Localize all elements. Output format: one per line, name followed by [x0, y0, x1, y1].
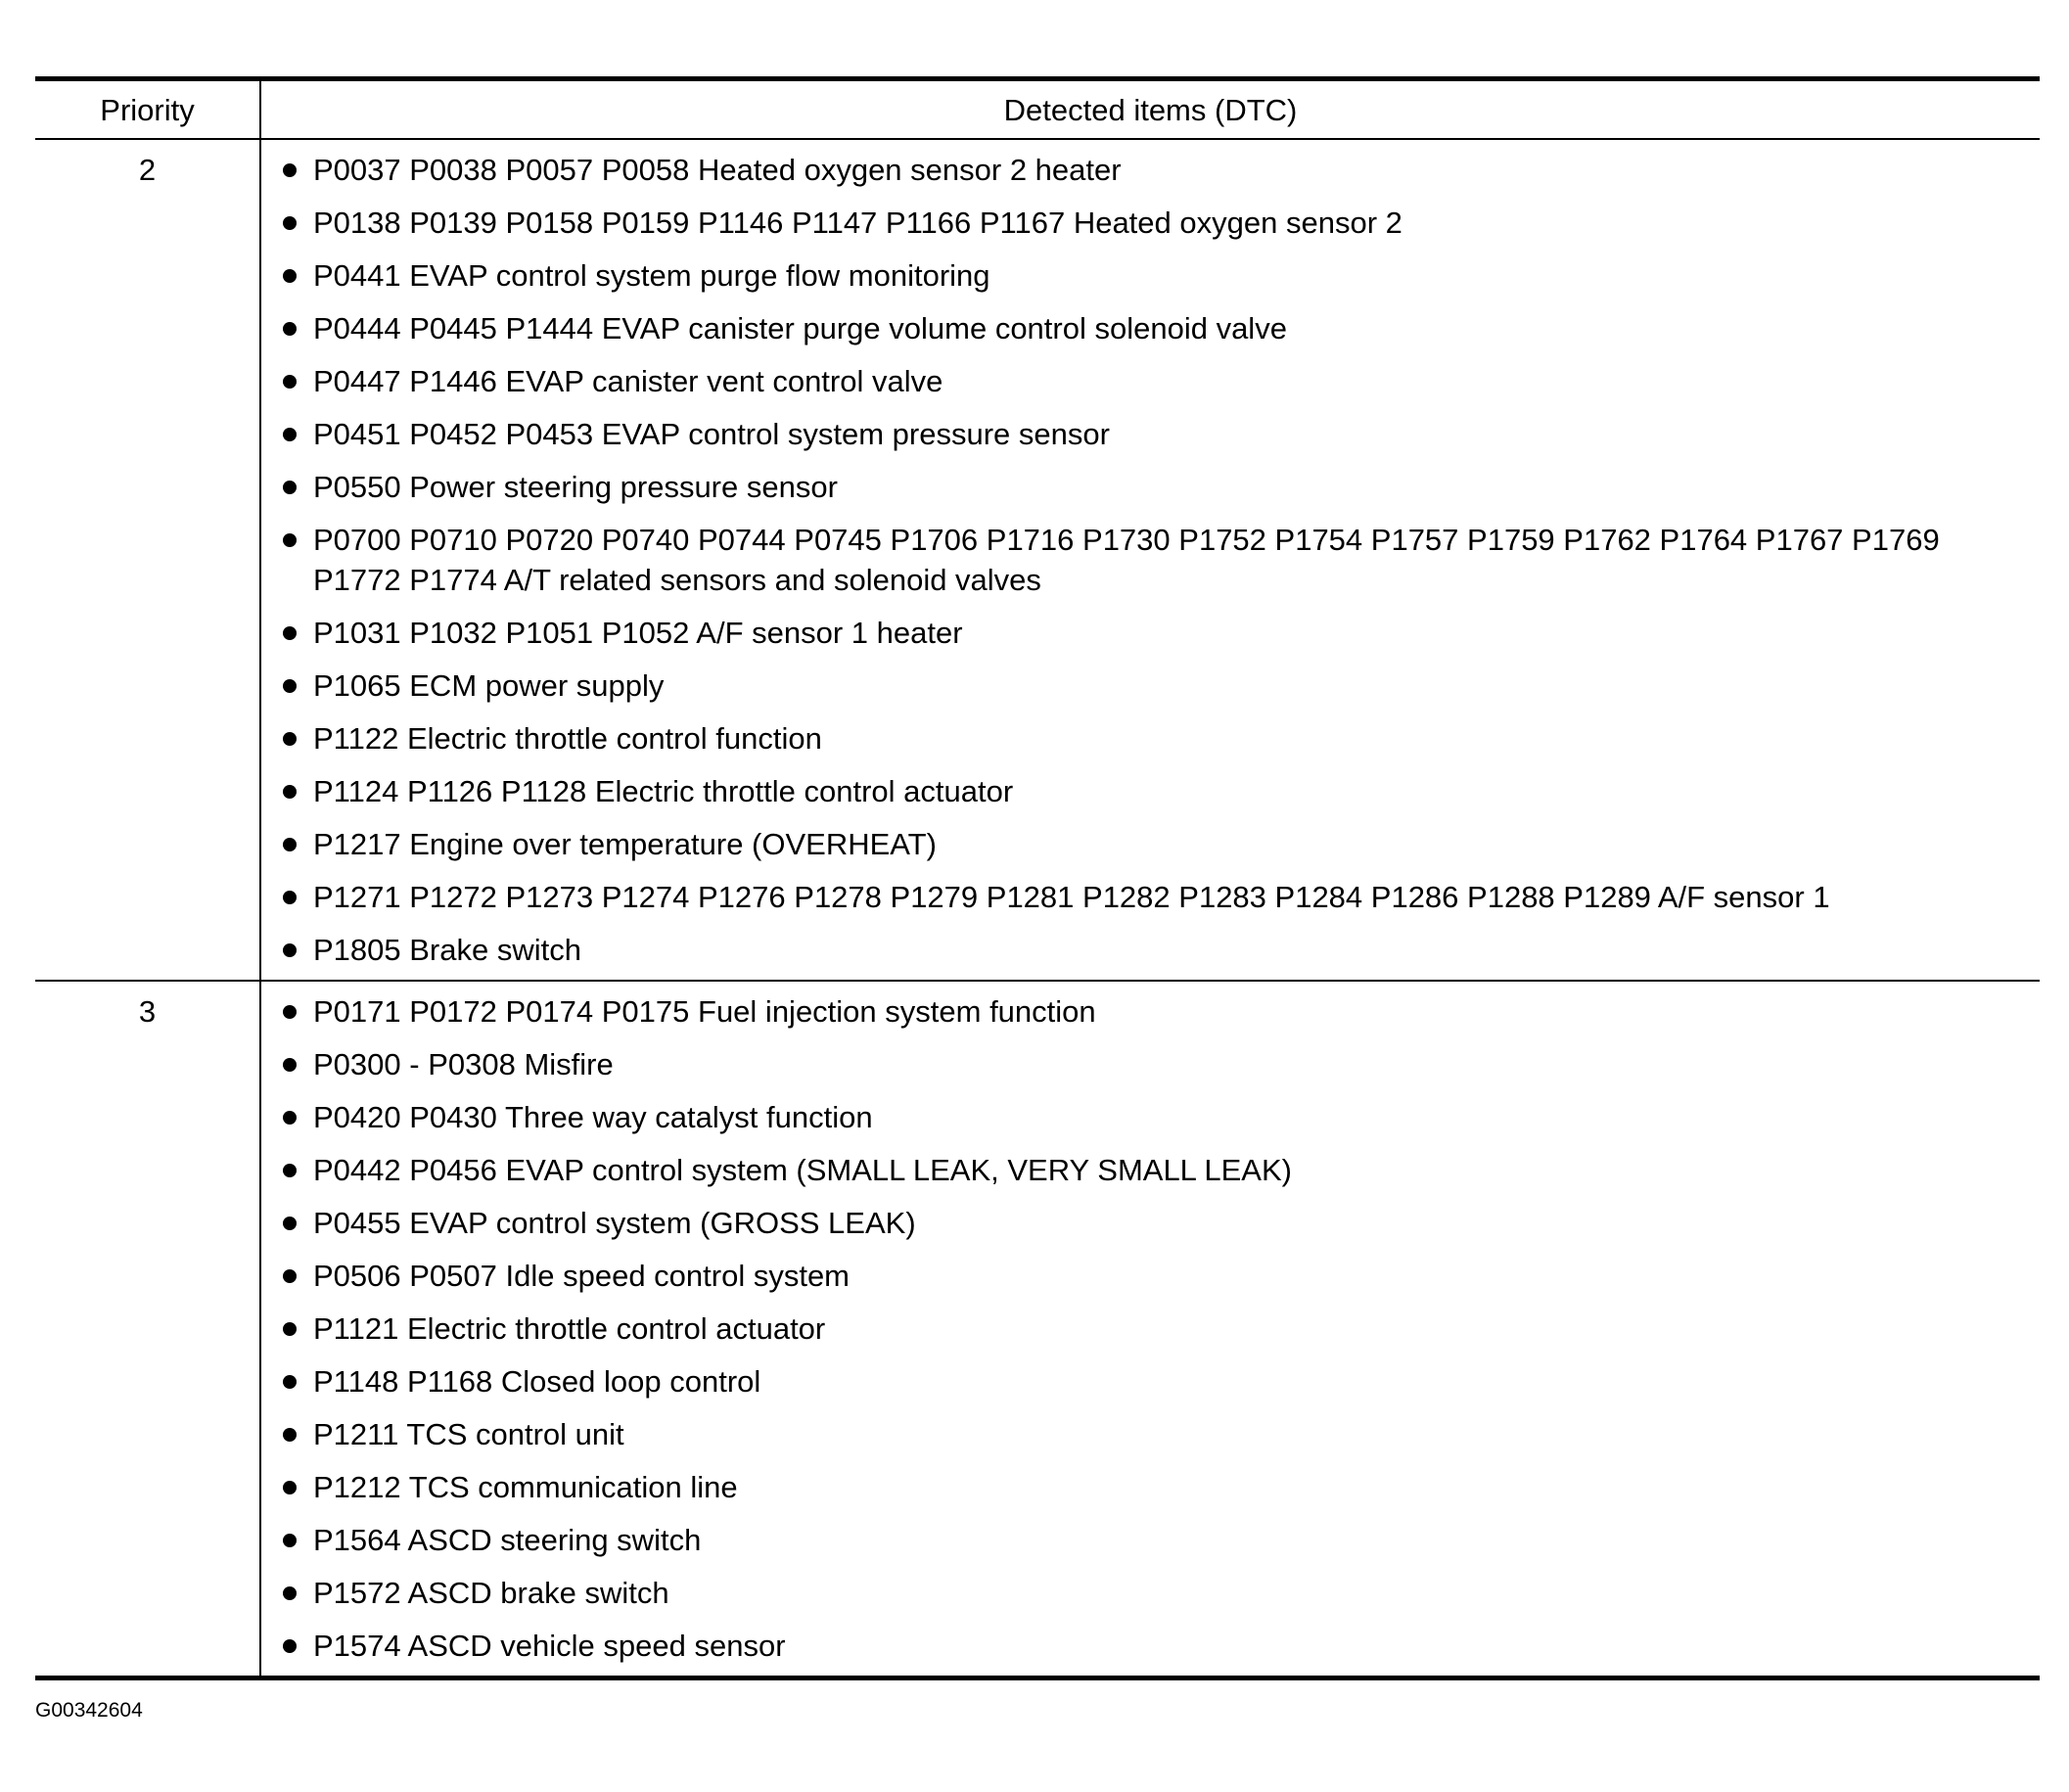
bullet-icon	[283, 1005, 297, 1019]
bullet-icon	[283, 943, 297, 957]
dtc-item-text: P0451 P0452 P0453 EVAP control system pressure sensor	[313, 417, 1110, 451]
dtc-item-text: P1148 P1168 Closed loop control	[313, 1364, 761, 1399]
dtc-item-text: P0138 P0139 P0158 P0159 P1146 P1147 P1166 P1167 Heated oxygen sensor 2	[313, 206, 1402, 240]
dtc-list-item	[283, 520, 2020, 600]
dtc-item-text: P1065 ECM power supply	[313, 668, 665, 703]
dtc-list-item	[283, 1203, 2020, 1243]
bullet-icon	[283, 1481, 297, 1494]
dtc-list-item	[283, 1361, 2020, 1401]
dtc-list-item	[283, 771, 2020, 811]
dtc-item-text: P0037 P0038 P0057 P0058 Heated oxygen sensor 2 heater	[313, 153, 1122, 187]
bullet-icon	[283, 1534, 297, 1547]
dtc-item-text: P1212 TCS communication line	[313, 1470, 738, 1504]
bullet-icon	[283, 1269, 297, 1283]
dtc-list-item	[283, 718, 2020, 758]
header-row	[35, 79, 2040, 140]
bullet-icon	[283, 1639, 297, 1653]
dtc-list-item	[283, 1309, 2020, 1349]
bullet-icon	[283, 1164, 297, 1177]
priority-column-header: Priority	[35, 79, 260, 140]
dtc-list-item	[283, 877, 2020, 917]
figure-id-label: G00342604	[35, 1699, 143, 1722]
dtc-item-text: P1124 P1126 P1128 Electric throttle control actuator	[313, 774, 1014, 808]
dtc-list-item	[283, 666, 2020, 706]
table-header	[35, 79, 2040, 140]
dtc-item-text: P0300 - P0308 Misfire	[313, 1047, 614, 1081]
dtc-item-text: P0171 P0172 P0174 P0175 Fuel injection system function	[313, 994, 1096, 1029]
priority-value: 2	[138, 153, 157, 187]
dtc-list-item	[283, 308, 2020, 348]
dtc-list-item	[283, 203, 2020, 243]
bullet-icon	[283, 163, 297, 177]
dtc-item-text: P0506 P0507 Idle speed control system	[313, 1259, 851, 1293]
dtc-list-item	[283, 1097, 2020, 1137]
dtc-item-text: P1211 TCS control unit	[313, 1417, 624, 1451]
dtc-list-item	[283, 467, 2020, 507]
dtc-list-item	[283, 991, 2020, 1032]
dtc-item-text: P0700 P0710 P0720 P0740 P0744 P0745 P1706 P1716 P1730 P1752 P1754 P1757 P1759 P1762 P1764 P1767 P1769 P1772 P1774 A/T related sensors and solenoid valves	[313, 523, 1940, 597]
dtc-list-item	[283, 1044, 2020, 1084]
dtc-item-text: P1121 Electric throttle control actuator	[313, 1311, 826, 1346]
bullet-icon	[283, 533, 297, 547]
bullet-icon	[283, 1058, 297, 1072]
dtc-list-item	[283, 1626, 2020, 1666]
dtc-item-text: P1564 ASCD steering switch	[313, 1523, 702, 1557]
dtc-priority-document	[35, 76, 2040, 1680]
table-body	[35, 139, 2040, 1678]
dtc-list-item	[283, 824, 2020, 864]
dtc-list-item	[283, 1256, 2020, 1296]
bullet-icon	[283, 1217, 297, 1230]
dtc-item-text: P0447 P1446 EVAP canister vent control valve	[313, 364, 943, 398]
bullet-icon	[283, 428, 297, 441]
bullet-icon	[283, 481, 297, 494]
priority-group-row	[35, 139, 2040, 981]
priority-value: 3	[35, 981, 260, 1678]
dtc-list	[261, 140, 2040, 980]
bullet-icon	[283, 1322, 297, 1336]
dtc-item-text: P1271 P1272 P1273 P1274 P1276 P1278 P1279 P1281 P1282 P1283 P1284 P1286 P1288 P1289 A/F sensor 1	[313, 880, 1830, 914]
dtc-list-item	[283, 1414, 2020, 1454]
bullet-icon	[283, 269, 297, 283]
dtc-item-text: P1217 Engine over temperature (OVERHEAT)	[313, 827, 937, 861]
detected-items-column-header: Detected items (DTC)	[260, 79, 2040, 140]
dtc-list-item	[283, 1573, 2020, 1613]
dtc-item-text: P0550 Power steering pressure sensor	[313, 470, 838, 504]
bullet-icon	[283, 1586, 297, 1600]
dtc-list-item	[283, 255, 2020, 296]
bullet-icon	[283, 679, 297, 693]
dtc-item-text: P1805 Brake switch	[313, 933, 581, 967]
bullet-icon	[283, 1428, 297, 1442]
bullet-icon	[283, 626, 297, 640]
bullet-icon	[283, 322, 297, 336]
dtc-item-text: P1572 ASCD brake switch	[313, 1576, 669, 1610]
dtc-list-item	[283, 613, 2020, 653]
bullet-icon	[283, 1375, 297, 1389]
dtc-list-item	[283, 414, 2020, 454]
dtc-item-text: P1122 Electric throttle control function	[313, 721, 822, 756]
dtc-item-text: P1031 P1032 P1051 P1052 A/F sensor 1 heater	[313, 616, 963, 650]
bullet-icon	[283, 216, 297, 230]
bullet-icon	[283, 891, 297, 904]
dtc-item-text: P0442 P0456 EVAP control system (SMALL LEAK, VERY SMALL LEAK)	[313, 1153, 1292, 1187]
dtc-list-item	[283, 150, 2020, 190]
dtc-list-item	[283, 930, 2020, 970]
dtc-item-text: P0441 EVAP control system purge flow monitoring	[313, 258, 990, 293]
bullet-icon	[283, 785, 297, 799]
bullet-icon	[283, 838, 297, 851]
dtc-item-text: P0444 P0445 P1444 EVAP canister purge volume control solenoid valve	[313, 311, 1287, 345]
dtc-list-item	[283, 1467, 2020, 1507]
detected-items-cell	[260, 981, 2040, 1678]
bullet-icon	[283, 375, 297, 389]
dtc-list-item	[283, 361, 2020, 401]
dtc-list-item	[283, 1520, 2020, 1560]
dtc-priority-table	[35, 76, 2040, 1680]
dtc-item-text: P0455 EVAP control system (GROSS LEAK)	[313, 1206, 916, 1240]
dtc-item-text: P0420 P0430 Three way catalyst function	[313, 1100, 873, 1134]
dtc-item-text: P1574 ASCD vehicle speed sensor	[313, 1629, 786, 1663]
bullet-icon	[283, 1111, 297, 1125]
dtc-list-item	[283, 1150, 2020, 1190]
dtc-list	[261, 982, 2040, 1676]
detected-items-cell	[260, 139, 2040, 981]
priority-group-row	[35, 981, 2040, 1678]
bullet-icon	[283, 732, 297, 746]
